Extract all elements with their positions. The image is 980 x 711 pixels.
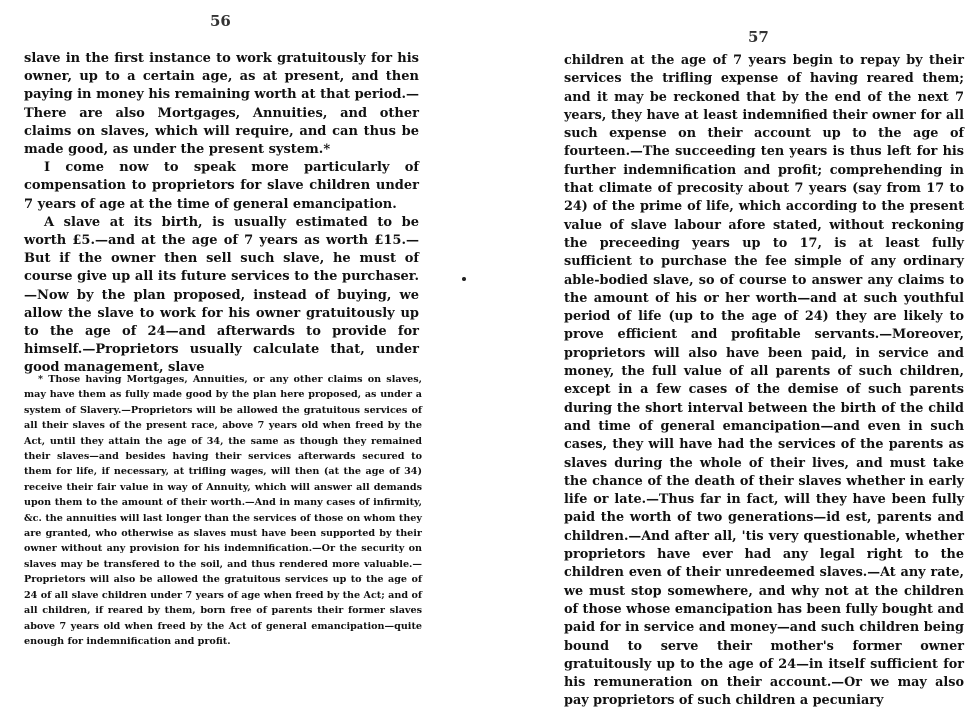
right-paragraph-1: children at the age of 7 years begin to repay by their services the trifling expense of having reared them; and it may be reckoned that by the end of the next 7 years, they have at least indemnified their owner for all such expense on their account up to the age of fourteen.—The succeeding ten years is thus left for his further indemnification and profit; comprehending in that climate of precosity about 7 years (say from 17 to 24) of the prime of life, which according to the present value of slave labour afore stated, without reckoning the preceeding years up to 17, is at least fully sufficient to purchase the fee simple of any ordinary able-bodied slave, so of course to answer any claims to the amount of his or her worth—and at such youthful period of life (up to the age of 24) they are likely to prove efficient and profitable servants.—Moreover, proprietors will also have been paid, in service and money, the full value of all parents of such children, except in a few cases of the demise of such parents during the short interval between the birth of the child and time of general emancipation—and even in such cases, they will have had the services of the parents as slaves during the whole of their lives, and must take the chance of the death of their slaves whether in early life or late.—Thus far in fact, will they have been fully paid the worth of two generations—id est, parents and children.—And after all, 'tis very questionable, whether proprietors have ever had any legal right to the children even of their unredeemed slaves.—At any rate, we must stop somewhere, and why not at the children of those whose emancipation has been fully bought and paid for in service and money—and such children being bound to serve their mother's former owner gratuitously up to the age of 24—in itself sufficient for his remuneration on their account.—Or we may also pay proprietors of such children a pecuniary [564, 53, 964, 709]
page-number-right: 57 [748, 28, 769, 46]
left-paragraph-3: A slave at its birth, is usually estimated to be worth £5.—and at the age of 7 years as worth £15.—But if the owner then sell such slave, he must of course give up all its future services to the purchaser.—Now by the plan proposed, instead of buying, we allow the slave to work for his owner gratuitously up to the age of 24—and afterwards to provide for himself.—Proprietors usually calculate that, under good management, slave [24, 214, 419, 376]
right-body-text [564, 52, 964, 711]
left-page [0, 0, 462, 705]
left-body-text [24, 50, 419, 378]
left-paragraph-2: I come now to speak more particularly of compensation to proprietors for slave children under 7 years of age at the time of general emancipation. [24, 160, 419, 212]
page-number-left: 56 [210, 12, 231, 30]
footnote: * Those having Mortgages, Annuities, or any other claims on slaves, may have them as fully made good by the plan here proposed, as under a system of Slavery.—Proprietors will be allowed the gratuitous services of all their slaves of the present race, above 7 years old when freed by the Act, until they attain the age of 34, the same as though they remained their slaves—and besides having their services afterwards secured to them for life, if necessary, at trifling wages, will then (at the age of 34) receive their fair value in way of Annuity, which will answer all demands upon them to the amount of their worth.—And in many cases of infirmity, &c. the annuities will last longer than the services of those on whom they are granted, who otherwise as slaves must have been supported by their owner without any provision for his indemnification.—Or the security on slaves may be transfered to the soil, and thus rendered more valuable.—Proprietors will also be allowed the gratuitous services up to the age of 24 of all slave children under 7 years of age when freed by the Act; and of all children, if reared by them, born free of parents their former slaves above 7 years old when freed by the Act of general emancipation—quite enough for indemnification and profit. [24, 374, 422, 647]
left-paragraph-1: slave in the first instance to work gratuitously for his owner, up to a certain age, as at present, and then paying in money his remaining worth at that period.—There are also Mortgages, Annuities, and other claims on slaves, which will require, and can thus be made good, as under the present system.* [24, 51, 419, 158]
gutter-mark [462, 277, 466, 281]
right-page [540, 0, 980, 709]
